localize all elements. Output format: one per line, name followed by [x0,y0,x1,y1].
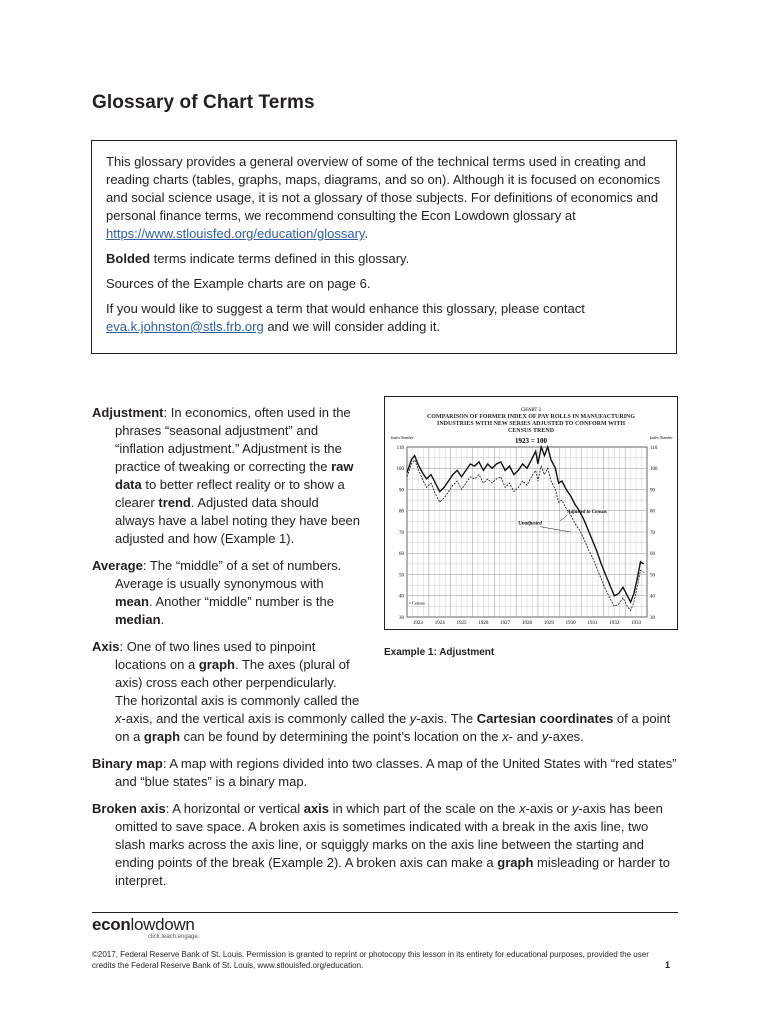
term-graph: graph [198,657,235,672]
y-tick-label-right: 50 [650,573,655,579]
y-tick-label-left: 90 [399,488,404,494]
y-tick-label-left: 50 [399,573,404,579]
chart-ticks [397,446,659,626]
term-axis-ref: axis [303,801,330,816]
intro-paragraph-contact [106,300,662,336]
y-tick-label-left: 70 [399,530,404,536]
entry-text: misleading or harder to interpret. [115,855,670,888]
entry-text: . [160,612,165,627]
x-tick-label: 1933 [631,621,642,626]
intro-paragraph-sources: Sources of the Example charts are on page 6. [106,276,371,291]
chart-header: CHART 2 [520,408,542,413]
intro-box [91,140,677,354]
y-tick-label-right: 100 [650,467,658,473]
bolded-text: terms indicate terms defined in this glossary. [150,251,410,266]
email-link[interactable]: eva.k.johnston@stls.frb.org [106,319,264,334]
entry-italic: x [115,711,122,726]
entry-italic: y [541,729,549,744]
x-tick-label: 1927 [500,621,511,626]
intro-text: This glossary provides a general overview of some of the technical terms used in creating and reading charts (tables, graphs, maps, diagrams, and so on). Although it is focused on economics and social science usage, it is not a glossary of those subjects. For definitions of economics and personal finance terms, we recommend consulting the Econ Lowdown glossary at [106,154,661,223]
y-axis-label-right: Index Number [650,435,673,440]
x-tick-label: 1926 [478,621,489,626]
term-graph: graph [143,729,181,744]
annotation-unadjusted-pointer [540,527,571,532]
y-tick-label-right: 30 [650,615,655,621]
entry-text: . The axes (plural of axis) cross each other perpendicularly. The horizontal axis is commonly called the [115,657,360,708]
y-tick-label-right: 90 [650,488,655,494]
entry-text: can be found by determining the point’s location on the [180,729,503,744]
footer-divider [92,912,678,913]
entry-text: -axis. The [416,711,477,726]
chart-title: COMPARISON OF FORMER INDEX OF PAY ROLLS IN MANUFACTURING INDUSTRIES WITH NEW SERIES ADJUSTED TO CONFORM WITH CENSUS TREND [426,414,636,434]
bolded-label: Bolded [106,251,151,266]
y-tick-label-right: 70 [650,530,655,536]
term-cartesian-coordinates: Cartesian coordinates [476,711,614,726]
y-tick-label-left: 60 [399,552,404,558]
term-mean: mean [115,594,149,609]
page-number: 1 [665,960,671,970]
logo-tagline: click.teach.engage. [148,934,200,940]
entry-average [92,557,362,629]
y-tick-label-right: 60 [650,552,655,558]
annotation-adjusted-pointer [560,515,568,521]
annotation-census: • Census [409,600,425,606]
y-tick-label-left: 80 [399,509,404,515]
entry-text: -axis or [525,801,572,816]
page-title: Glossary of Chart Terms [92,92,315,113]
example-chart [384,396,678,630]
x-tick-label: 1930 [565,621,576,626]
term-adjustment: Adjustment [92,405,164,420]
term-raw-data: raw data [115,459,354,492]
entry-text: . Another “middle” number is the [148,594,334,609]
intro-paragraph-overview [106,153,662,243]
entry-text: in which part of the scale on the [329,801,520,816]
annotation-unadjusted: Unadjusted [518,521,542,527]
term-binary-map: Binary map [92,756,163,771]
term-broken-axis: Broken axis [92,801,166,816]
logo-light: lowdown [130,915,195,934]
entry-text: to better reflect reality or to show a clearer [115,477,345,510]
y-tick-label-right: 40 [650,594,655,600]
y-tick-label-left: 100 [396,467,404,473]
entry-text: : The “middle” of a set of numbers. Average is usually synonymous with [115,558,342,591]
chart-annotations [409,510,607,605]
entry-text: : A horizontal or vertical [165,801,304,816]
entry-italic: x [519,801,526,816]
x-tick-label: 1928 [522,621,532,626]
chart-grid [407,447,647,617]
glossary-link[interactable]: https://www.stlouisfed.org/education/glossary [106,226,365,241]
entry-adjustment-text [92,404,362,548]
term-median: median [115,612,161,627]
logo-bold: econ [92,915,131,934]
example-chart-svg [385,397,677,629]
entry-binary-map-text [92,755,678,791]
entry-italic: x [502,729,509,744]
intro-text-end: . [364,226,369,241]
y-tick-label-left: 30 [399,615,404,621]
entry-text: : In economics, often used in the phrases “seasonal adjustment” and “inflation adjustment.” Adjustment is the practice of tweaking or correcting the [115,405,351,474]
contact-text: If you would like to suggest a term that would enhance this glossary, please contact [106,301,585,316]
entry-italic: y [571,801,579,816]
y-tick-label-right: 80 [650,509,655,515]
y-axis-label-left: Index Number [391,435,414,440]
y-tick-label-left: 110 [396,445,404,451]
x-tick-label: 1924 [434,621,445,626]
term-graph: graph [497,855,534,870]
entry-adjustment [92,404,362,548]
y-tick-label-left: 40 [399,594,404,600]
entry-text: : A map with regions divided into two classes. A map of the United States with “red states” and “blue states” is a binary map. [115,756,677,789]
entry-broken-axis-text [92,800,678,890]
x-tick-label: 1929 [543,621,554,626]
econlowdown-logo [92,915,195,935]
entry-text: -axis has been omitted to save space. A broken axis is sometimes indicated with a break in the axis line, two slash marks across the axis line, or squiggly marks on the axis line between the starting and ending points of the break (Example 2). A broken axis can make a [115,801,663,870]
chart-series [407,447,644,611]
entry-broken-axis [92,800,678,890]
annotation-adjusted: Adjusted to Census [567,509,607,515]
x-tick-label: 1925 [456,621,467,626]
x-tick-label: 1923 [412,621,423,626]
copyright-notice: ©2017, Federal Reserve Bank of St. Louis. Permission is granted to reprint or photocopy this lesson in its entirety for educational purposes, provided the user credits the Federal Reserve Bank of St. Louis, www.stlouisfed.org/education. [92,950,649,970]
entry-average-text [92,557,362,629]
intro-paragraph-bolded [106,250,662,268]
entry-text: -axis, and the vertical axis is commonly called the [121,711,410,726]
entry-text: : One of two lines used to pinpoint locations on a [115,639,316,672]
x-tick-label: 1932 [609,621,620,626]
figure-caption: Example 1: Adjustment [384,647,495,658]
term-axis: Axis [92,639,120,654]
series-line-unadjusted [407,460,644,611]
entry-text: . Adjusted data should always have a label noting they have been adjusted and how (Example 1). [115,495,361,546]
y-tick-label-right: 110 [650,445,658,451]
term-trend: trend [158,495,191,510]
entry-italic: y [409,711,417,726]
entry-text: of a point on a [115,711,671,744]
entry-text: - and [508,729,542,744]
entry-binary-map [92,755,678,791]
entry-text: -axes. [548,729,584,744]
contact-text-end: and we will consider adding it. [263,319,441,334]
x-tick-label: 1931 [587,621,598,626]
chart-subtitle: 1923 = 100 [515,437,547,445]
term-average: Average [92,558,143,573]
